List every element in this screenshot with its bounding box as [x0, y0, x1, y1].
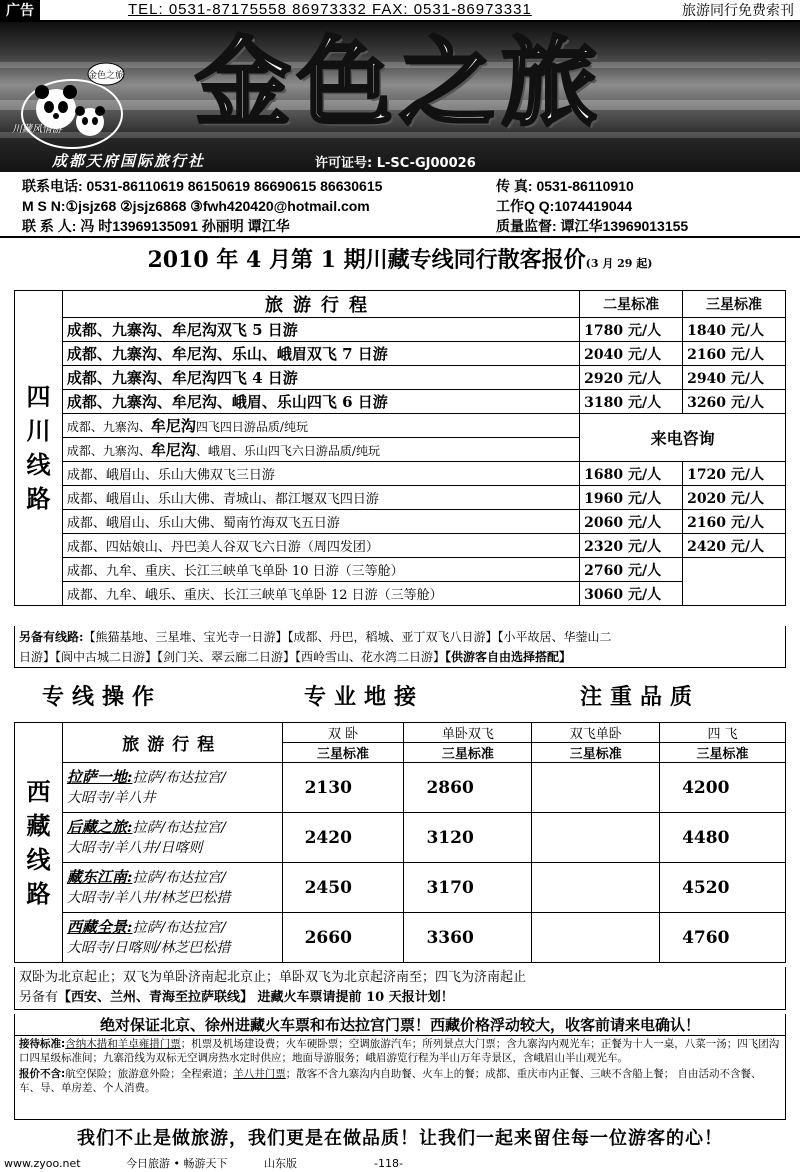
- contact-msn: M S N:①jsjz68 ②jsjz6868 ③fwh420420@hotmail.com: [22, 198, 370, 214]
- table-row: 成都、四姑娘山、丹巴美人谷双飞六日游（周四发团） 2320 元/人 2420 元/人: [15, 534, 786, 558]
- closing-slogan: 我们不止是做旅游，我们更是在做品质！让我们一起来留住每一位游客的心！: [77, 1128, 723, 1149]
- extra-label: 另备有线路:: [19, 630, 84, 644]
- extra-routes: [14, 626, 786, 668]
- license-number: 许可证号: L-SC-GJ00026: [315, 156, 476, 171]
- heading-date-note: (3 月 29 起): [585, 257, 653, 270]
- table-row: 西藏全景:拉萨/布达拉宫/ 大昭寺/日喀则/林芝巴松措 2660 3360 4760: [15, 913, 786, 963]
- footer-region: 山东版: [264, 1157, 297, 1170]
- ticket-guarantee: 绝对保证北京、徐州进藏火车票和布达拉宫门票！西藏价格浮动较大，收客前请来电确认！: [14, 1014, 786, 1036]
- tibet-notes: [14, 967, 786, 1010]
- footer: [0, 1156, 800, 1172]
- tibet-side-label: 西 藏 线 路: [15, 723, 63, 963]
- service-terms: [14, 1036, 786, 1120]
- table-row: 成都、九寨沟、牟尼沟双飞 5 日游 1780 元/人 1840 元/人: [15, 318, 786, 342]
- tibet-route-header: 旅游行程: [62, 723, 282, 763]
- col-3star-header: 三星标准: [683, 291, 786, 318]
- logo-tag: 金色之旅: [87, 71, 125, 81]
- brand-title: 金色之旅: [195, 26, 603, 139]
- extra-routes-b: 日游】【阆中古城二日游】【剑门关、翠云廊二日游】【西岭雪山、花水湾二日游】: [19, 650, 446, 664]
- panda-logo: [16, 54, 128, 154]
- table-row: 成都、九寨沟、牟尼沟四飞 4 日游 2920 元/人 2940 元/人: [15, 366, 786, 390]
- call-to-consult: 来电咨询: [580, 414, 786, 462]
- sichuan-price-table: [14, 290, 786, 606]
- col-double-fly-sleeper: 双飞单卧: [532, 723, 660, 743]
- logo-caption: 川藏风情游: [12, 124, 62, 135]
- table-row: 成都、九牟、重庆、长江三峡单飞单卧 10 日游（三等舱） 2760 元/人: [15, 558, 786, 582]
- slogan-bar: [0, 678, 800, 712]
- heading-main: 2010 年 4 月第 1 期川藏专线同行散客报价: [147, 247, 586, 273]
- table-row: 拉萨一地:拉萨/布达拉宫/ 大昭寺/羊八井 2130 2860 4200: [15, 763, 786, 813]
- banner: [0, 22, 800, 172]
- quality-supervisor: 质量监督: 谭江华13969013155: [496, 218, 689, 234]
- col-four-fly: 四 飞: [660, 723, 786, 743]
- table-row: 成都、九牟、峨乐、重庆、长江三峡单飞单卧 12 日游（三等舱） 3060 元/人: [15, 582, 786, 606]
- table-row: 后藏之旅:拉萨/布达拉宫/ 大昭寺/羊八井/日喀则 2420 3120 4480: [15, 813, 786, 863]
- col-double-sleeper: 双 卧: [282, 723, 404, 743]
- col-route-header: 旅游行程: [62, 291, 579, 318]
- footer-site: www.zyoo.net: [4, 1157, 81, 1170]
- contact-fax: 传 真: 0531-86110910: [496, 178, 634, 194]
- col-sleeper-double-fly: 单卧双飞: [404, 723, 532, 743]
- contact-people: 联 系 人: 冯 时13969135091 孙丽明 谭江华: [22, 218, 290, 234]
- footer-slogan: 今日旅游 • 畅游天下: [126, 1157, 228, 1170]
- free-copy-note: 旅游同行免费索刊: [682, 2, 794, 18]
- contact-phone: 联系电话: 0531-86110619 86150619 86690615 86630615: [22, 178, 383, 194]
- price-exclusions: 报价不含:航空保险；旅游意外险；全程索道；羊八井门票；散客不含九寨沟内自助餐、火车上的餐；成都、重庆市内正餐、三峡不含船上餐； 自由活动不含餐、车、导、单房差、个人消费。: [19, 1068, 762, 1094]
- tel-fax: TEL: 0531-87175558 86973332 FAX: 0531-86973331: [128, 1, 532, 18]
- ad-label: 广告: [0, 0, 40, 20]
- note-departure-rules: 双卧为北京起止；双飞为单卧济南起北京止；单卧双飞为北京起济南至；四飞为济南起止: [19, 970, 527, 985]
- table-row: 藏东江南:拉萨/布达拉宫/ 大昭寺/羊八井/林芝巴松措 2450 3170 4520: [15, 863, 786, 913]
- extra-routes-c: 【供游客自由选择搭配】: [445, 650, 572, 664]
- table-row: 成都、峨眉山、乐山大佛、青城山、都江堰双飞四日游 1960 元/人 2020 元/人: [15, 486, 786, 510]
- note-extra-lines: 另备有【西安、兰州、青海至拉萨联线】 进藏火车票请提前 10 天报计划！: [19, 990, 454, 1005]
- reception-standard: 接待标准:含纳木措和羊卓雍措门票；机票及机场建设费；火车硬卧票；空调旅游汽车；所列景点大门票；含九寨沟内观光车；正餐为十人一桌，八菜一汤；四飞团沟口四星级标准间；九寨沿线为双标无空调房热水定时供应；地面导游服务；峨眉游览行程为半山万年寺景区，含峨眉山半山观光车。: [19, 1038, 780, 1064]
- top-bar: [0, 0, 800, 22]
- slogan-3: 注重品质: [580, 685, 701, 710]
- table-row: 成都、九寨沟、牟尼沟、峨眉、乐山四飞六日游品质/纯玩: [15, 438, 786, 462]
- tibet-price-table: 西 藏 线 路 旅游行程 双 卧 单卧双飞 双飞单卧 四 飞 三星标准 三星标准 三星标准 三星标准 拉萨一地:拉萨/布达拉宫/ 大昭寺/羊八井 2130 2860 4200 后藏之旅:拉萨/布达拉宫/ 大昭寺/羊八井/日喀则 2420 3120 4480 藏东江南:拉萨/布达拉宫/ 大昭寺/羊八井/林芝巴松措 2450 3170 4520 西藏全景:拉萨/布达拉宫/ 大昭寺/日喀则/林芝巴松措 2660 3360 4760: [14, 722, 786, 963]
- issue-heading: [0, 246, 800, 278]
- table-row: 成都、九寨沟、牟尼沟、峨眉、乐山四飞 6 日游 3180 元/人 3260 元/人: [15, 390, 786, 414]
- table-row: 成都、峨眉山、乐山大佛、蜀南竹海双飞五日游 2060 元/人 2160 元/人: [15, 510, 786, 534]
- extra-routes-a: 【熊猫基地、三星堆、宝光寺一日游】【成都、丹巴，稻城、亚丁双飞八日游】【小平故居、华蓥山二: [83, 630, 612, 644]
- table-row: 成都、峨眉山、乐山大佛双飞三日游 1680 元/人 1720 元/人: [15, 462, 786, 486]
- sichuan-side-label: 四 川 线 路: [15, 291, 63, 606]
- company-name: 成都天府国际旅行社: [52, 152, 206, 170]
- slogan-1: 专线操作: [42, 685, 163, 710]
- table-row: 成都、九寨沟、牟尼沟、乐山、峨眉双飞 7 日游 2040 元/人 2160 元/人: [15, 342, 786, 366]
- slogan-2: 专业地接: [304, 685, 425, 710]
- table-row: 成都、九寨沟、牟尼沟四飞四日游品质/纯玩 来电咨询: [15, 414, 786, 438]
- col-2star-header: 二星标准: [580, 291, 683, 318]
- page-number: -118-: [374, 1157, 403, 1170]
- contact-qq: 工作Q Q:1074419044: [496, 198, 633, 214]
- contact-block: [0, 174, 800, 238]
